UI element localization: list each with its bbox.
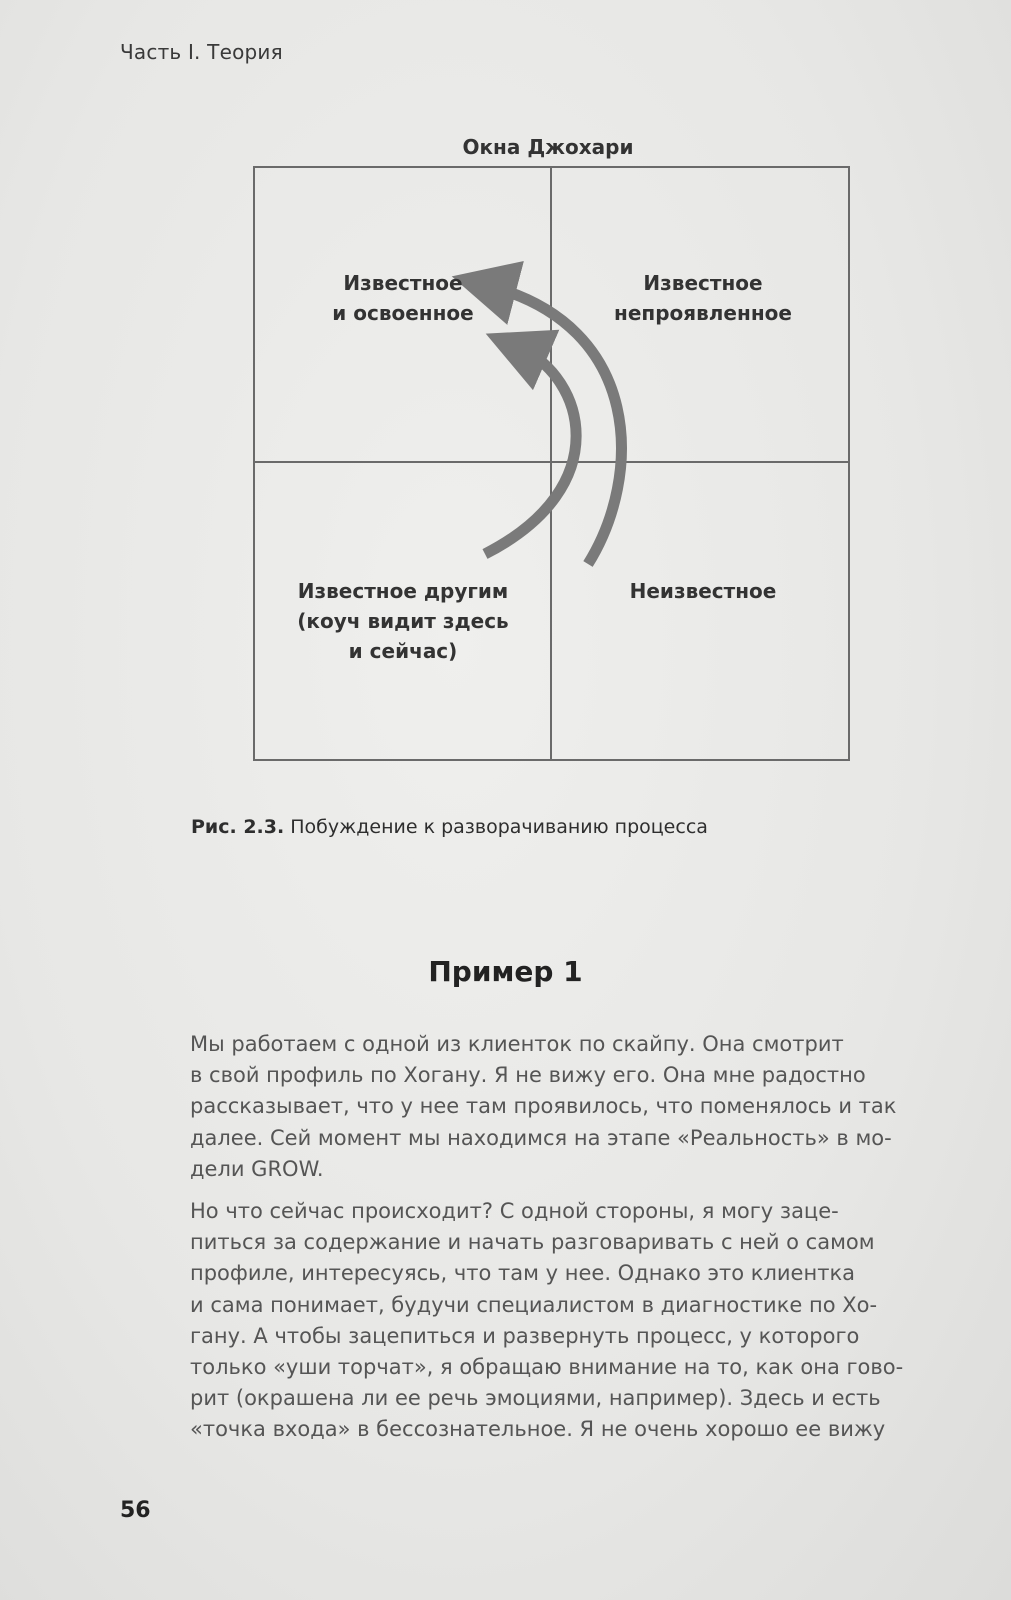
johari-window-diagram <box>253 166 860 771</box>
text-line: Но что сейчас происходит? С одной стороны, я могу заце- <box>190 1199 839 1223</box>
johari-grid-svg <box>253 166 860 771</box>
text-line: только «уши торчат», я обращаю внимание на то, как она гово- <box>190 1355 904 1380</box>
caption-label: Рис. 2.3. <box>191 816 285 838</box>
text-line: рит (окрашена ли ее речь эмоциями, например). Здесь и есть <box>190 1386 881 1411</box>
quadrant-unknown: Неизвестное <box>629 579 777 603</box>
running-head: Часть I. Теория <box>120 40 283 64</box>
text-line: профиле, интересуясь, что там у нее. Однако это клиентка <box>190 1261 855 1286</box>
quadrant-known-unmanifested: Известное непроявленное <box>614 271 792 325</box>
text-line: гану. А чтобы зацепиться и развернуть процесс, у которого <box>190 1323 860 1348</box>
page-number: 56 <box>120 1498 151 1523</box>
arrow-inner <box>485 349 576 554</box>
figure-title: Окна Джохари <box>462 135 634 159</box>
quadrant-known-mastered: Известное и освоенное <box>332 271 474 325</box>
text-line: питься за содержание и начать разговаривать с ней о самом <box>190 1230 875 1255</box>
text-line: Мы работаем с одной из клиенток по скайпу. Она смотрит <box>190 1032 844 1056</box>
text-line: далее. Сей момент мы находимся на этапе «Реальность» в мо- <box>190 1125 892 1150</box>
quadrant-known-to-others: Известное другим (коуч видит здесь и сейчас) <box>297 579 509 663</box>
section-heading: Пример 1 <box>428 955 583 988</box>
paragraph-1 <box>190 1029 915 1185</box>
figure-caption <box>191 816 708 838</box>
text-line: рассказывает, что у нее там проявилось, что поменялось и так <box>190 1094 897 1119</box>
text-line: «точка входа» в бессознательное. Я не очень хорошо ее вижу <box>190 1417 886 1442</box>
text-line: в свой профиль по Хогану. Я не вижу его. Она мне радостно <box>190 1063 866 1088</box>
text-line: дели GROW. <box>190 1156 324 1181</box>
paragraph-2 <box>190 1196 915 1446</box>
text-line: и сама понимает, будучи специалистом в диагностике по Хо- <box>190 1292 878 1317</box>
caption-text: Побуждение к разворачиванию процесса <box>284 816 708 838</box>
